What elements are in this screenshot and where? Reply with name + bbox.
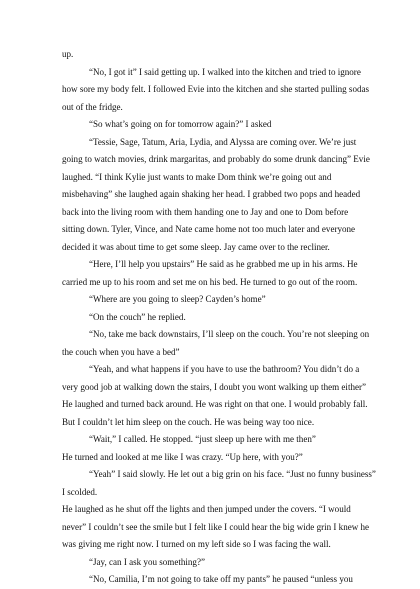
- text-line: laughed. “I think Kylie just wants to make Dom think we’re going out and: [62, 171, 332, 182]
- text-line: decided it was about time to get some sleep. Jay came over to the recliner.: [62, 241, 330, 252]
- text-line: “Jay, can I ask you something?”: [89, 556, 205, 567]
- text-line: “No, Camilia, I’m not going to take off my pants” he paused “unless you: [89, 574, 353, 584]
- text-line: was giving me right now. I turned on my left side so I was facing the wall.: [62, 539, 331, 549]
- text-line: “Where are you going to sleep? Cayden’s home”: [89, 294, 266, 304]
- text-line: “Yeah, and what happens if you have to use the bathroom? You didn’t do a: [89, 364, 360, 374]
- text-line: He laughed as he shut off the lights and then jumped under the covers. “I would: [62, 504, 351, 514]
- text-line: back into the living room with them handing one to Jay and one to Dom before: [62, 206, 349, 217]
- text-line: He turned and looked at me like I was crazy. “Up here, with you?”: [62, 451, 303, 462]
- text-line: “No, take me back downstairs, I’ll sleep on the couch. You’re not sleeping on: [89, 329, 370, 339]
- text-line: how sore my body felt. I followed Evie into the kitchen and she started pulling sodas: [62, 84, 370, 94]
- text-line: “Yeah” I said slowly. He let out a big grin on his face. “Just no funny business”: [89, 469, 376, 479]
- text-line: But I couldn’t let him sleep on the couch. He was being way too nice.: [62, 416, 315, 427]
- text-line: He laughed and turned back around. He was right on that one. I would probably fall.: [62, 399, 368, 409]
- text-line: going to watch movies, drink margaritas, and probably do some drunk dancing” Evie: [62, 154, 370, 164]
- text-line: carried me up to his room and set me on his bed. He turned to go out of the room.: [62, 276, 358, 287]
- text-line: out of the fridge.: [62, 101, 123, 112]
- text-line: “Wait,” I called. He stopped. “just sleep up here with me then”: [89, 434, 316, 444]
- text-line: “On the couch” he replied.: [89, 311, 186, 322]
- text-line: very good job at walking down the stairs, I doubt you wont walking up them either”: [62, 381, 367, 392]
- text-line: “So what’s going on for tomorrow again?” I asked: [89, 119, 272, 129]
- body-text: [62, 46, 382, 589]
- text-line: “No, I got it” I said getting up. I walked into the kitchen and tried to ignore: [89, 66, 361, 77]
- text-line: “Here, I’ll help you upstairs” He said as he grabbed me up in his arms. He: [89, 259, 358, 269]
- text-line: “Tessie, Sage, Tatum, Aria, Lydia, and Alyssa are coming over. We’re just: [89, 136, 357, 147]
- text-line: never” I couldn’t see the smile but I felt like I could hear the big wide grin I knew he: [62, 521, 370, 532]
- text-line: sitting down. Tyler, Vince, and Nate came home not too much later and everyone: [62, 224, 356, 234]
- text-line: I scolded.: [62, 486, 98, 497]
- text-line: misbehaving” she laughed again shaking her head. I grabbed two pops and headed: [62, 189, 361, 199]
- text-line: up.: [62, 49, 74, 59]
- text-line: the couch when you have a bed”: [62, 346, 180, 357]
